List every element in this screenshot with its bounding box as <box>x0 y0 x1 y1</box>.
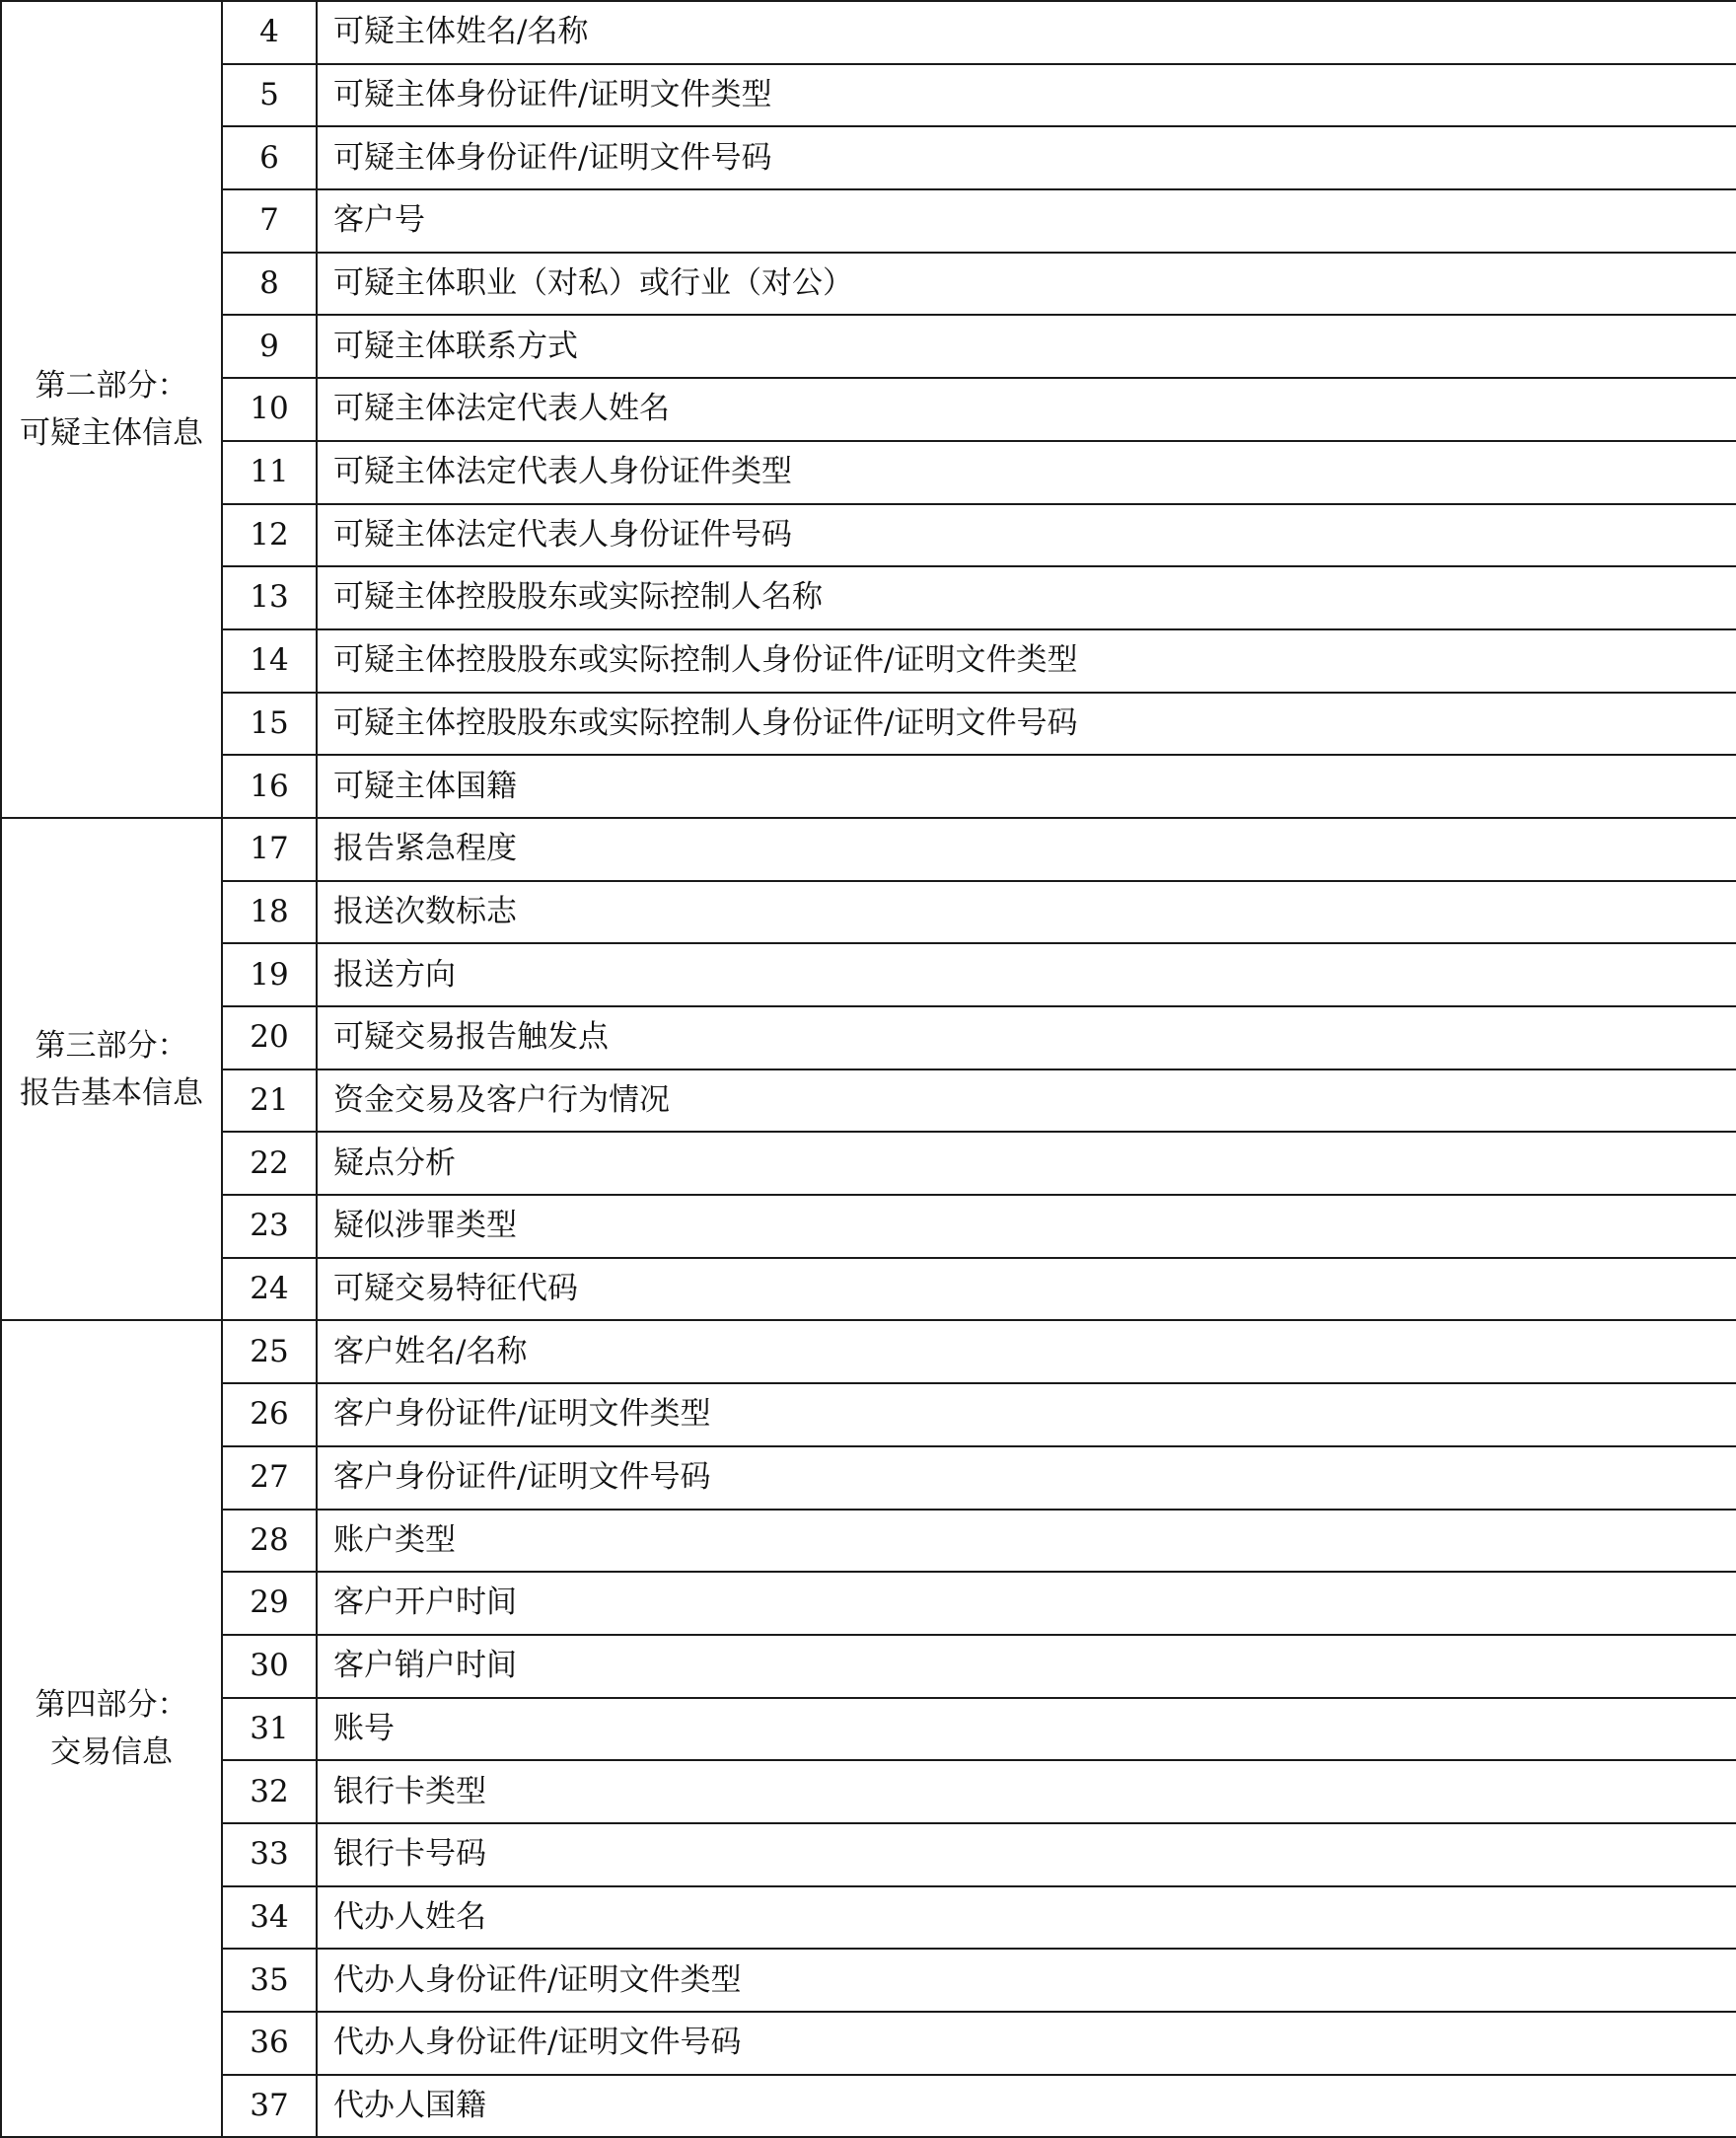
field-name: 客户身份证件/证明文件类型 <box>317 1383 1736 1446</box>
field-name: 报送次数标志 <box>317 881 1736 944</box>
table-row <box>1 1698 1736 1761</box>
table-row <box>1 881 1736 944</box>
table-row <box>1 1195 1736 1258</box>
field-name: 客户销户时间 <box>317 1635 1736 1698</box>
field-name: 可疑交易特征代码 <box>317 1258 1736 1321</box>
row-number: 25 <box>222 1320 317 1383</box>
field-name: 客户开户时间 <box>317 1572 1736 1635</box>
section-title-name: 交易信息 <box>50 1734 173 1771</box>
table-row <box>1 1635 1736 1698</box>
field-name: 可疑主体控股股东或实际控制人身份证件/证明文件类型 <box>317 629 1736 693</box>
row-number: 19 <box>222 943 317 1006</box>
row-number: 34 <box>222 1886 317 1950</box>
row-number: 37 <box>222 2075 317 2138</box>
table-row <box>1 126 1736 189</box>
field-name: 账号 <box>317 1698 1736 1761</box>
row-number: 4 <box>222 1 317 64</box>
table-row <box>1 1446 1736 1510</box>
row-number: 33 <box>222 1823 317 1886</box>
table-row <box>1 1069 1736 1133</box>
section-title-cell <box>1 1 222 818</box>
table-row <box>1 1320 1736 1383</box>
table-row <box>1 818 1736 881</box>
row-number: 18 <box>222 881 317 944</box>
row-number: 27 <box>222 1446 317 1510</box>
field-name: 代办人国籍 <box>317 2075 1736 2138</box>
table-row <box>1 189 1736 253</box>
field-name: 代办人姓名 <box>317 1886 1736 1950</box>
table-row <box>1 1 1736 64</box>
field-name: 可疑主体控股股东或实际控制人身份证件/证明文件号码 <box>317 693 1736 756</box>
table-row <box>1 378 1736 441</box>
report-fields-table-body <box>1 1 1736 2137</box>
table-row <box>1 1823 1736 1886</box>
table-row <box>1 1258 1736 1321</box>
field-name: 疑似涉罪类型 <box>317 1195 1736 1258</box>
table-row <box>1 755 1736 818</box>
table-row <box>1 441 1736 504</box>
row-number: 36 <box>222 2012 317 2075</box>
field-name: 代办人身份证件/证明文件号码 <box>317 2012 1736 2075</box>
row-number: 7 <box>222 189 317 253</box>
table-row <box>1 2075 1736 2138</box>
section-title-part: 第三部分： <box>35 1027 188 1064</box>
row-number: 8 <box>222 253 317 316</box>
row-number: 11 <box>222 441 317 504</box>
field-name: 可疑主体法定代表人身份证件号码 <box>317 504 1736 567</box>
field-name: 疑点分析 <box>317 1132 1736 1195</box>
section-title-name: 报告基本信息 <box>20 1074 203 1111</box>
field-name: 可疑交易报告触发点 <box>317 1006 1736 1069</box>
table-row <box>1 1572 1736 1635</box>
table-row <box>1 1760 1736 1823</box>
row-number: 14 <box>222 629 317 693</box>
field-name: 可疑主体法定代表人身份证件类型 <box>317 441 1736 504</box>
table-row <box>1 1006 1736 1069</box>
field-name: 可疑主体控股股东或实际控制人名称 <box>317 566 1736 629</box>
row-number: 24 <box>222 1258 317 1321</box>
field-name: 可疑主体法定代表人姓名 <box>317 378 1736 441</box>
field-name: 报告紧急程度 <box>317 818 1736 881</box>
field-name: 可疑主体联系方式 <box>317 315 1736 378</box>
table-row <box>1 253 1736 316</box>
table-row <box>1 504 1736 567</box>
section-title-part: 第二部分： <box>35 367 188 404</box>
row-number: 23 <box>222 1195 317 1258</box>
row-number: 6 <box>222 126 317 189</box>
row-number: 31 <box>222 1698 317 1761</box>
row-number: 20 <box>222 1006 317 1069</box>
field-name: 可疑主体身份证件/证明文件号码 <box>317 126 1736 189</box>
row-number: 16 <box>222 755 317 818</box>
table-row <box>1 1886 1736 1950</box>
field-name: 客户姓名/名称 <box>317 1320 1736 1383</box>
field-name: 代办人身份证件/证明文件类型 <box>317 1949 1736 2012</box>
table-row <box>1 2012 1736 2075</box>
field-name: 可疑主体身份证件/证明文件类型 <box>317 64 1736 127</box>
row-number: 13 <box>222 566 317 629</box>
field-name: 可疑主体姓名/名称 <box>317 1 1736 64</box>
row-number: 32 <box>222 1760 317 1823</box>
row-number: 29 <box>222 1572 317 1635</box>
row-number: 15 <box>222 693 317 756</box>
row-number: 5 <box>222 64 317 127</box>
field-name: 银行卡号码 <box>317 1823 1736 1886</box>
field-name: 报送方向 <box>317 943 1736 1006</box>
row-number: 10 <box>222 378 317 441</box>
table-row <box>1 1949 1736 2012</box>
row-number: 21 <box>222 1069 317 1133</box>
section-title-cell <box>1 1320 222 2137</box>
table-row <box>1 943 1736 1006</box>
field-name: 资金交易及客户行为情况 <box>317 1069 1736 1133</box>
table-row <box>1 1383 1736 1446</box>
row-number: 28 <box>222 1510 317 1573</box>
row-number: 17 <box>222 818 317 881</box>
table-row <box>1 1510 1736 1573</box>
field-name: 客户号 <box>317 189 1736 253</box>
section-title-name: 可疑主体信息 <box>20 414 203 451</box>
section-title-part: 第四部分： <box>35 1687 188 1724</box>
field-name: 账户类型 <box>317 1510 1736 1573</box>
field-name: 银行卡类型 <box>317 1760 1736 1823</box>
row-number: 35 <box>222 1949 317 2012</box>
table-row <box>1 629 1736 693</box>
row-number: 12 <box>222 504 317 567</box>
section-title-cell <box>1 818 222 1321</box>
row-number: 9 <box>222 315 317 378</box>
row-number: 26 <box>222 1383 317 1446</box>
row-number: 22 <box>222 1132 317 1195</box>
table-row <box>1 1132 1736 1195</box>
table-row <box>1 566 1736 629</box>
table-row <box>1 315 1736 378</box>
row-number: 30 <box>222 1635 317 1698</box>
field-name: 可疑主体国籍 <box>317 755 1736 818</box>
table-row <box>1 693 1736 756</box>
field-name: 客户身份证件/证明文件号码 <box>317 1446 1736 1510</box>
table-row <box>1 64 1736 127</box>
field-name: 可疑主体职业（对私）或行业（对公） <box>317 253 1736 316</box>
